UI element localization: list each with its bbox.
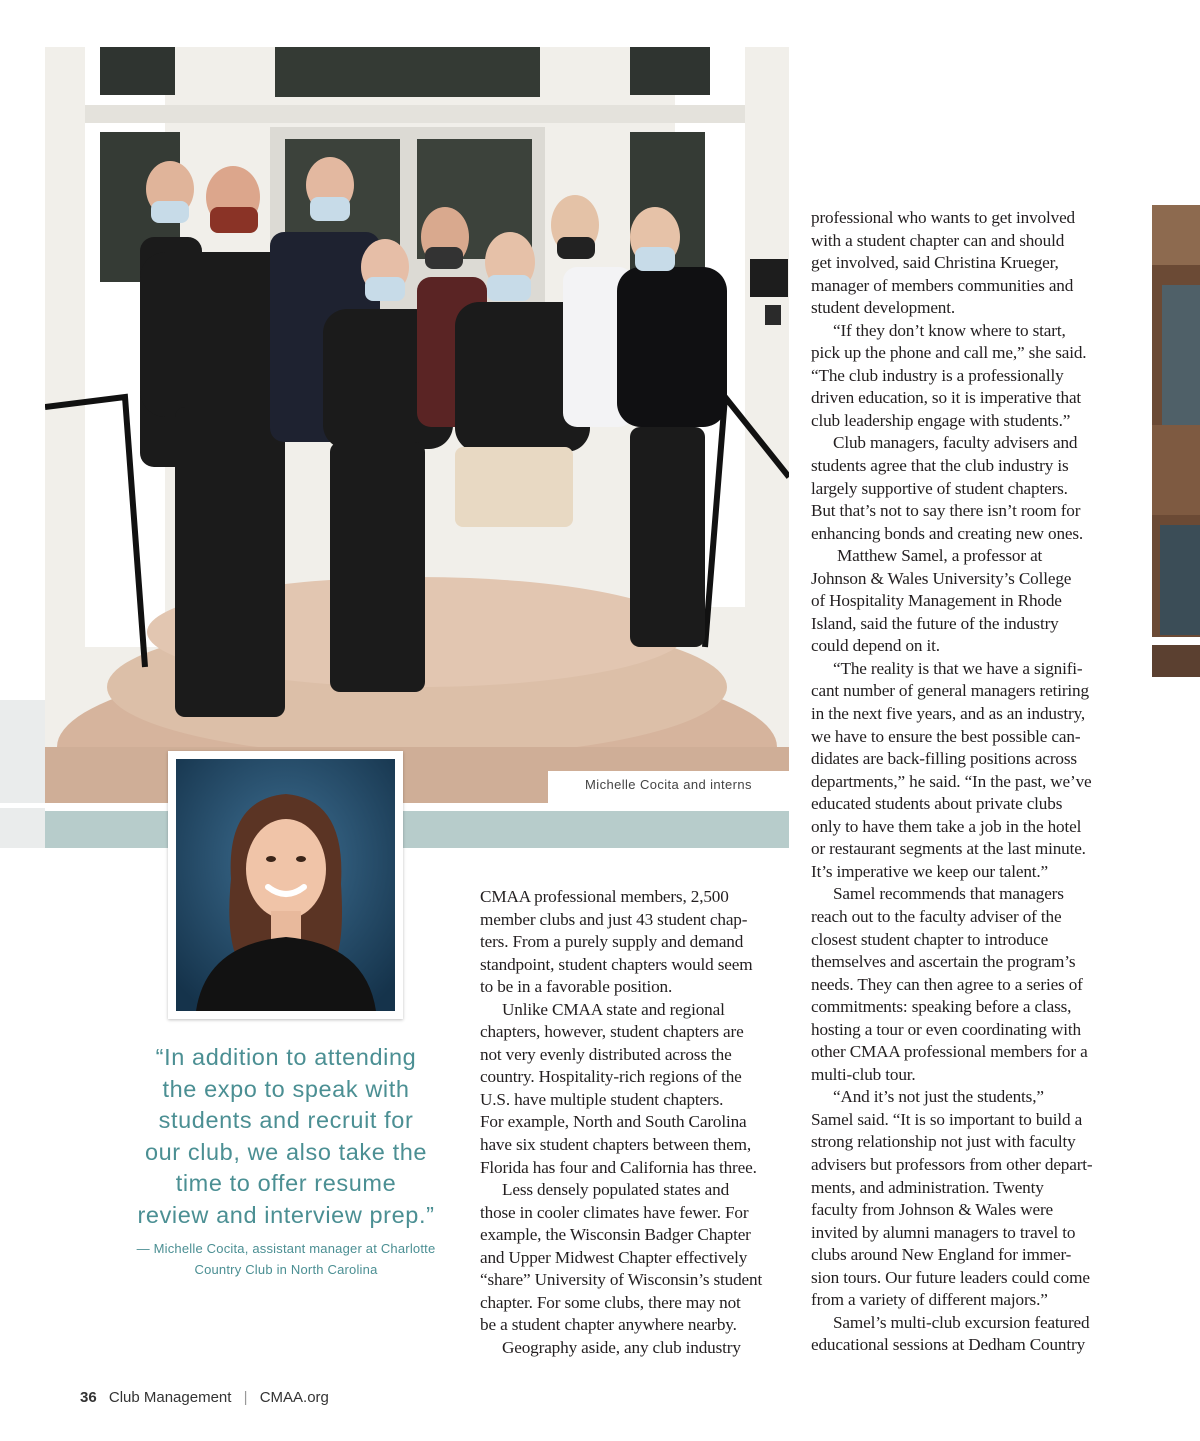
body-text-line: students agree that the club industry is <box>811 456 1069 476</box>
body-text-line: have six student chapters between them, <box>480 1135 751 1155</box>
body-text-line: driven education, so it is imperative that <box>811 388 1082 408</box>
pull-quote-line: review and interview prep.” <box>137 1201 435 1228</box>
body-text-line: and Upper Midwest Chapter effectively <box>480 1247 748 1267</box>
teal-accent-band <box>45 811 789 848</box>
body-text-line: advisers but professors from other depart- <box>811 1154 1093 1174</box>
body-text-line: chapter. For some clubs, there may not <box>480 1292 741 1312</box>
attribution-line: — Michelle Cocita, assistant manager at Charlotte <box>136 1241 436 1256</box>
body-text-line: be a student chapter anywhere nearby. <box>480 1315 737 1335</box>
body-text-line: pick up the phone and call me,” she said. <box>811 343 1087 363</box>
body-text-line: “If they don’t know where to start, <box>833 320 1066 340</box>
body-text-line: hosting a tour or even coordinating with <box>811 1019 1081 1039</box>
body-text-line: ters. From a purely supply and demand <box>480 932 744 952</box>
body-text-line: reach out to the faculty adviser of the <box>811 906 1062 926</box>
article-column-right <box>811 207 1125 1357</box>
publication-name: Club Management <box>108 1389 232 1406</box>
body-text-line: with a student chapter can and should <box>811 230 1065 250</box>
body-text-line: themselves and ascertain the program’s <box>811 952 1076 972</box>
body-text-line: Samel’s multi-club excursion featured <box>833 1312 1090 1332</box>
body-text-line: closest student chapter to introduce <box>811 929 1049 949</box>
body-text-line: to be in a favorable position. <box>480 977 673 997</box>
body-text-line: get involved, said Christina Krueger, <box>811 253 1059 273</box>
portrait-photo <box>168 751 403 1019</box>
body-text-line: student development. <box>811 298 956 318</box>
body-text-line: departments,” he said. “In the past, we’ve <box>811 771 1092 791</box>
body-text-line: needs. They can then agree to a series of <box>811 974 1083 994</box>
photo-caption: Michelle Cocita and interns <box>548 771 789 807</box>
body-text-line: clubs around New England for immer- <box>811 1245 1072 1265</box>
body-text-line: faculty from Johnson & Wales were <box>811 1200 1054 1220</box>
body-text-line: multi-club tour. <box>811 1064 916 1084</box>
body-text-line: But that’s not to say there isn’t room for <box>811 501 1081 521</box>
page-footer <box>80 1389 329 1406</box>
quote-attribution <box>115 1238 457 1280</box>
body-text-line: strong relationship not just with faculty <box>811 1132 1076 1152</box>
body-text-line: Johnson & Wales University’s College <box>811 568 1072 588</box>
body-text-line: or restaurant segments at the last minute. <box>811 839 1086 859</box>
decorative-gray-block <box>0 700 45 803</box>
body-text-line: For example, North and South Carolina <box>480 1112 747 1132</box>
attribution-line: Country Club in North Carolina <box>194 1262 378 1277</box>
body-text-line: Less densely populated states and <box>502 1180 730 1200</box>
body-text-line: ments, and administration. Twenty <box>811 1177 1044 1197</box>
body-text-line: educated students about private clubs <box>811 794 1063 814</box>
body-text-line: Club managers, faculty advisers and <box>833 433 1078 453</box>
body-text-line: CMAA professional members, 2,500 <box>480 887 729 906</box>
body-text-line: those in cooler climates have fewer. For <box>480 1202 749 1222</box>
body-text-line: member clubs and just 43 student chap- <box>480 909 748 929</box>
body-text-line: didates are back-filling positions across <box>811 749 1077 769</box>
decorative-gray-block <box>0 808 45 848</box>
body-text-line: only to have them take a job in the hotel <box>811 816 1082 836</box>
pull-quote-line: “In addition to attending <box>155 1044 417 1070</box>
article-column-middle <box>480 886 792 1359</box>
body-text-line: professional who wants to get involved <box>811 208 1076 227</box>
body-text-line: enhancing bonds and creating new ones. <box>811 523 1084 543</box>
page-number: 36 <box>80 1389 97 1406</box>
pull-quote <box>115 1042 457 1231</box>
body-text-line: Samel said. “It is so important to build a <box>811 1109 1083 1129</box>
body-text-line: could depend on it. <box>811 636 940 656</box>
body-text-line: Geography aside, any club industry <box>502 1337 741 1357</box>
body-text-line: “And it’s not just the students,” <box>833 1087 1044 1107</box>
body-text-line: Unlike CMAA state and regional <box>502 999 725 1019</box>
adjacent-page-photo <box>1152 205 1200 677</box>
body-text-line: we have to ensure the best possible can- <box>811 726 1081 746</box>
body-text-line: Island, said the future of the industry <box>811 613 1059 633</box>
body-text-line: commitments: speaking before a class, <box>811 997 1072 1017</box>
body-text-line: “share” University of Wisconsin’s student <box>480 1270 763 1290</box>
body-text-line: invited by alumni managers to travel to <box>811 1222 1076 1242</box>
body-text-line: example, the Wisconsin Badger Chapter <box>480 1225 751 1245</box>
pull-quote-line: the expo to speak with <box>162 1075 410 1102</box>
footer-separator: | <box>243 1389 248 1406</box>
pull-quote-line: our club, we also take the <box>144 1138 428 1165</box>
body-text-line: manager of members communities and <box>811 275 1074 295</box>
body-text-line: not very evenly distributed across the <box>480 1044 732 1064</box>
body-text-line: It’s imperative we keep our talent.” <box>811 861 1049 881</box>
body-text-line: “The club industry is a professionally <box>811 365 1064 385</box>
pull-quote-line: time to offer resume <box>175 1170 397 1196</box>
body-text-line: standpoint, student chapters would seem <box>480 954 753 974</box>
body-text-line: educational sessions at Dedham Country <box>811 1335 1086 1355</box>
group-photo <box>45 47 789 803</box>
body-text-line: in the next five years, and as an industry, <box>811 704 1086 724</box>
body-text-line: “The reality is that we have a signifi- <box>833 658 1083 678</box>
body-text-line: U.S. have multiple student chapters. <box>480 1089 724 1109</box>
body-text-line: sion tours. Our future leaders could come <box>811 1267 1090 1287</box>
body-text-line: club leadership engage with students.” <box>811 410 1071 430</box>
body-text-line: largely supportive of student chapters. <box>811 478 1068 498</box>
body-text-line: Samel recommends that managers <box>833 884 1064 904</box>
body-text-line: from a variety of different majors.” <box>811 1290 1048 1310</box>
body-text-line: country. Hospitality-rich regions of the <box>480 1067 742 1087</box>
body-text-line: Florida has four and California has three. <box>480 1157 757 1177</box>
body-text-line: of Hospitality Management in Rhode <box>811 591 1062 611</box>
pull-quote-line: students and recruit for <box>158 1107 414 1133</box>
website-link[interactable]: CMAA.org <box>259 1389 329 1406</box>
body-text-line: other CMAA professional members for a <box>811 1042 1088 1062</box>
body-text-line: chapters, however, student chapters are <box>480 1022 744 1042</box>
body-text-line: Matthew Samel, a professor at <box>837 546 1043 566</box>
body-text-line: cant number of general managers retiring <box>811 681 1089 701</box>
